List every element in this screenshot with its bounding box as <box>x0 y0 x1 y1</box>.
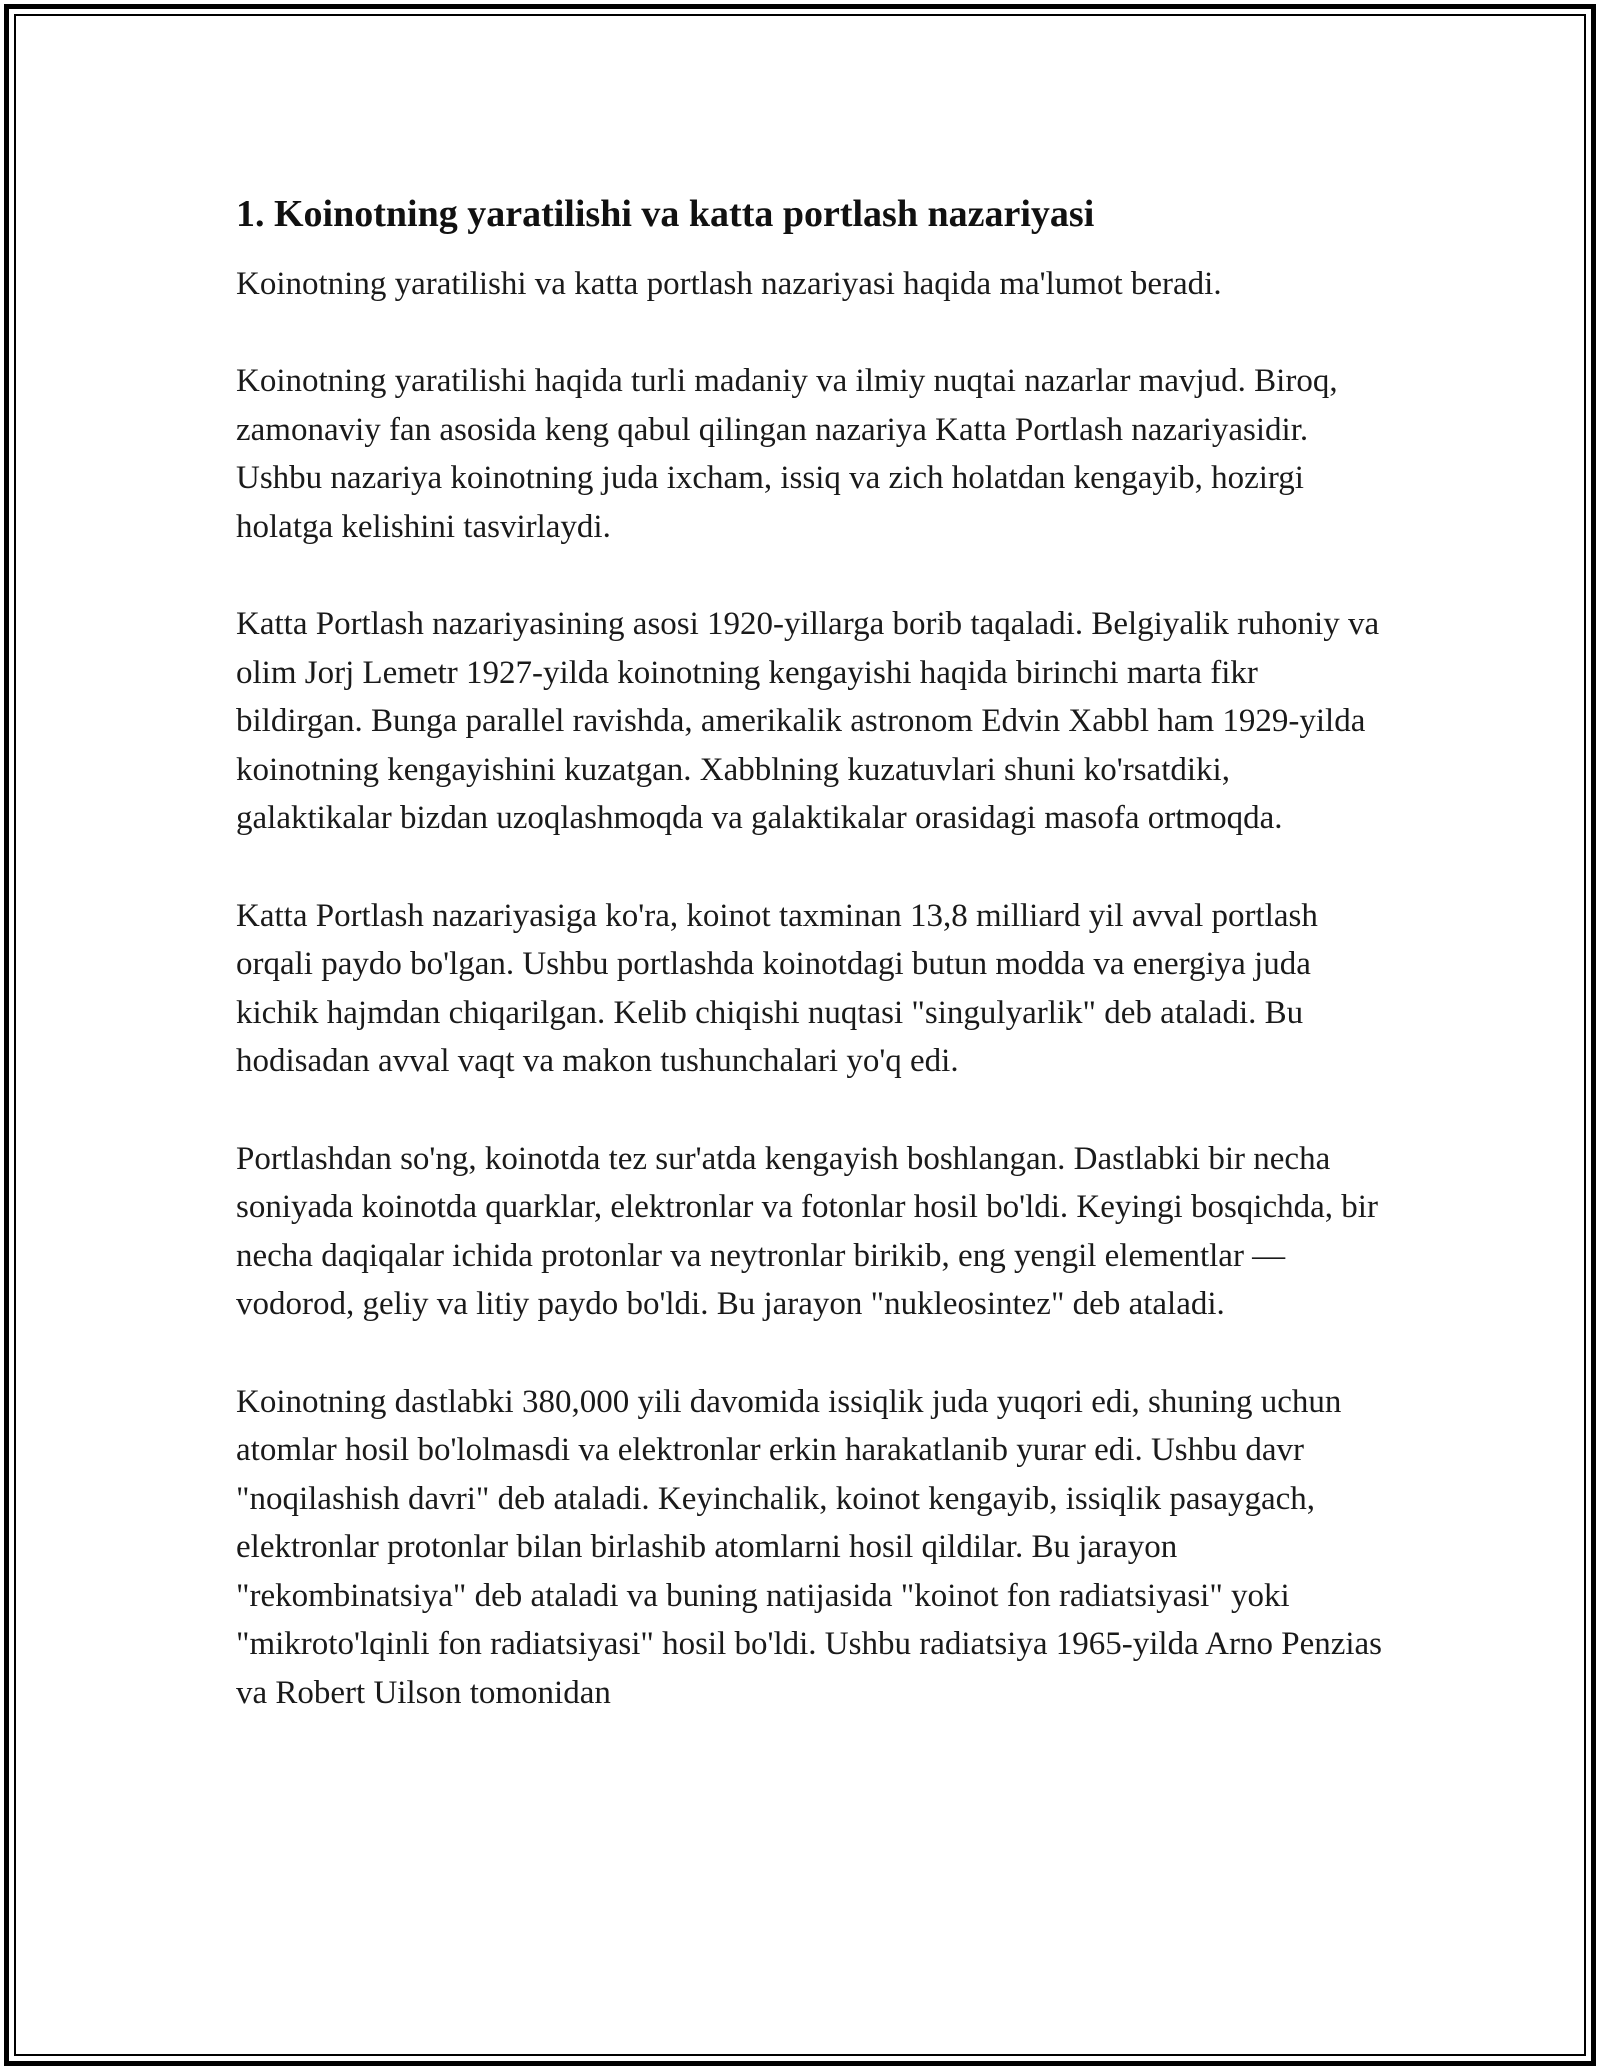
paragraph: Koinotning yaratilishi haqida turli madaniy va ilmiy nuqtai nazarlar mavjud. Biroq, zamonaviy fan asosida keng qabul qilingan nazariya Katta Portlash nazariyasidir. Ushbu nazariya koinotning juda ixcham, issiq va zich holatdan kengayib, hozirgi holatga kelishini tasvirlaydi. <box>236 363 1338 545</box>
paragraph: Katta Portlash nazariyasiga ko'ra, koinot taxminan 13,8 milliard yil avval portlash orqali paydo bo'lgan. Ushbu portlashda koinotdagi butun modda va energiya juda kichik hajmdan chiqarilgan. Kelib chiqishi nuqtasi "singulyarlik" deb ataladi. Bu hodisadan avval vaqt va makon tushunchalari yo'q edi. <box>236 897 1318 1079</box>
section-intro: Koinotning yaratilishi va katta portlash nazariyasi haqida ma'lumot beradi. <box>236 266 1222 302</box>
section-title: 1. Koinotning yaratilishi va katta portlash nazariyasi <box>236 193 1095 235</box>
paragraph: Portlashdan so'ng, koinotda tez sur'atda kengayish boshlangan. Dastlabki bir necha soniyada koinotda quarklar, elektronlar va fotonlar hosil bo'ldi. Keyingi bosqichda, bir necha daqiqalar ichida protonlar va neytronlar birikib, eng yengil elementlar — vodorod, geliy va litiy paydo bo'ldi. Bu jarayon "nukleosintez" deb ataladi. <box>236 1140 1378 1322</box>
document-body <box>236 186 1386 1717</box>
paragraph: Koinotning dastlabki 380,000 yili davomida issiqlik juda yuqori edi, shuning uchun atomlar hosil bo'lolmasdi va elektronlar erkin harakatlanib yurar edi. Ushbu davr "noqilashish davri" deb ataladi. Keyinchalik, koinot kengayib, issiqlik pasaygach, elektronlar protonlar bilan birlashib atomlarni hosil qildilar. Bu jarayon "rekombinatsiya" deb ataladi va buning natijasida "koinot fon radiatsiyasi" yoki "mikroto'lqinli fon radiatsiyasi" hosil bo'ldi. Ushbu radiatsiya 1965-yilda Arno Penzias va Robert Uilson tomonidan <box>236 1383 1383 1711</box>
paragraph: Katta Portlash nazariyasining asosi 1920-yillarga borib taqaladi. Belgiyalik ruhoniy va olim Jorj Lemetr 1927-yilda koinotning kengayishi haqida birinchi marta fikr bildirgan. Bunga parallel ravishda, amerikalik astronom Edvin Xabbl ham 1929-yilda koinotning kengayishini kuzatgan. Xabblning kuzatuvlari shuni ko'rsatdiki, galaktikalar bizdan uzoqlashmoqda va galaktikalar orasidagi masofa ortmoqda. <box>236 606 1380 836</box>
